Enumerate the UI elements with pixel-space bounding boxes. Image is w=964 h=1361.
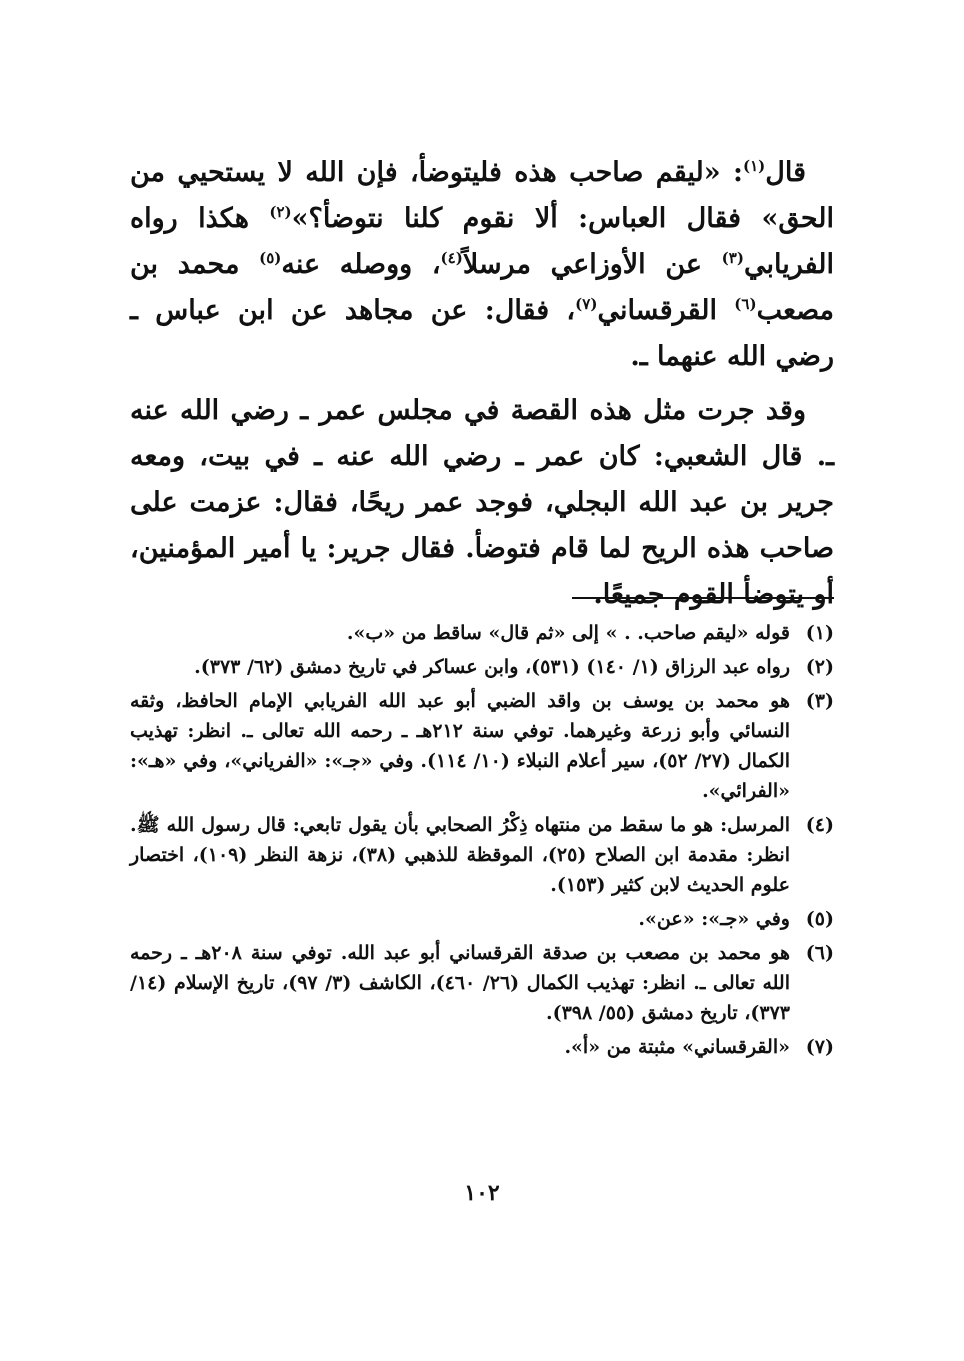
footnote-text: وفي «جـ»: «عن». (638, 908, 790, 930)
paragraph-text: هكذا رواه الفريابي (130, 203, 834, 280)
footnote-1 (130, 618, 834, 648)
footnote-ref-1: (١) (742, 157, 766, 175)
footnote-4 (130, 810, 834, 900)
footnote-ref-5: (٥) (259, 249, 282, 267)
footnote-ref-6: (٦) (734, 295, 757, 313)
footnotes-list (130, 618, 834, 1066)
footnote-6 (130, 938, 834, 1028)
footnote-number: (٧) (805, 1036, 834, 1058)
paragraph-text: : «ليقم صاحب هذه فليتوضأ، فإن الله لا يستحيي من الحق» فقال العباس: ألا نقوم كلنا نتوضأ؟» (130, 157, 834, 234)
footnote-number: (٢) (805, 656, 834, 678)
footnote-number: (٣) (805, 690, 834, 712)
body-paragraph-2 (130, 388, 834, 618)
footnote-number: (٤) (805, 814, 834, 836)
footnote-text: رواه عبد الرزاق (١/ ١٤٠) (٥٣١)، وابن عساكر في تاريخ دمشق (٦٢/ ٣٧٣). (194, 656, 790, 678)
paragraph-text: ، فقال: عن مجاهد عن ابن عباس ـ رضي الله عنهما ـ. (130, 295, 834, 372)
footnote-text: هو محمد بن مصعب بن صدقة القرقساني أبو عبد الله. توفي سنة ٢٠٨هـ ـ رحمه الله تعالى ـ. انظر: تهذيب الكمال (٢٦/ ٤٦٠)، الكاشف (٣/ ٩٧)، تاريخ الإسلام (١٤/ ٣٧٣)، تاريخ دمشق (٥٥/ ٣٩٨). (130, 942, 790, 1024)
page-number: ١٠٢ (464, 1180, 500, 1206)
paragraph-text: محمد بن مصعب (130, 249, 834, 326)
footnote-ref-7: (٧) (575, 295, 598, 313)
paragraph-text: عن الأوزاعي مرسلاً (462, 249, 722, 280)
footnote-number: (٥) (805, 908, 834, 930)
body-paragraph-1 (130, 150, 834, 380)
footnote-number: (٦) (805, 942, 834, 964)
paragraph-text: القرقساني (597, 295, 735, 326)
paragraph-text: قال (765, 157, 806, 188)
book-page (130, 0, 834, 1361)
footnote-3 (130, 686, 834, 806)
footnote-ref-4: (٤) (440, 249, 463, 267)
footnote-separator (572, 597, 834, 599)
paragraph-text: ، ووصله عنه (281, 249, 441, 280)
footnote-5 (130, 904, 834, 934)
footnote-text: «القرقساني» مثبتة من «أ». (564, 1036, 790, 1058)
footnote-text: قوله «ليقم صاحب. . » إلى «ثم قال» ساقط من «ب». (346, 622, 790, 644)
footnote-text: المرسل: هو ما سقط من منتهاه ذِكْرُ الصحابي بأن يقول تابعي: قال رسول الله ﷺ. انظر: مقدمة ابن الصلاح (٢٥)، الموقظة للذهبي (٣٨)، نزهة النظر (١٠٩)، اختصار علوم الحديث لابن كثير (١٥٣). (130, 814, 791, 896)
paragraph-text: وقد جرت مثل هذه القصة في مجلس عمر ـ رضي الله عنه ـ. قال الشعبي: كان عمر ـ رضي الله عنه ـ في بيت، ومعه جرير بن عبد الله البجلي، فوجد عمر ريحًا، فقال: عزمت على صاحب هذه الريح لما قام فتوضأ. فقال جرير: يا أمير المؤمنين، أو يتوضأ القوم جميعًا. (130, 395, 834, 610)
footnote-ref-2: (٢) (269, 203, 292, 221)
footnote-2 (130, 652, 834, 682)
footnote-7 (130, 1032, 834, 1062)
footnote-ref-3: (٣) (721, 249, 744, 267)
footnote-number: (١) (805, 622, 834, 644)
footnote-text: هو محمد بن يوسف بن واقد الضبي أبو عبد الله الفريابي الإمام الحافظ، وثقه النسائي وأبو زرعة وغيرهما. توفي سنة ٢١٢هـ ـ رحمه الله تعالى ـ. انظر: تهذيب الكمال (٢٧/ ٥٢)، سير أعلام النبلاء (١٠/ ١١٤). وفي «جـ»: «الفرياني»، وفي «هـ»: «الفرائي». (130, 690, 790, 802)
